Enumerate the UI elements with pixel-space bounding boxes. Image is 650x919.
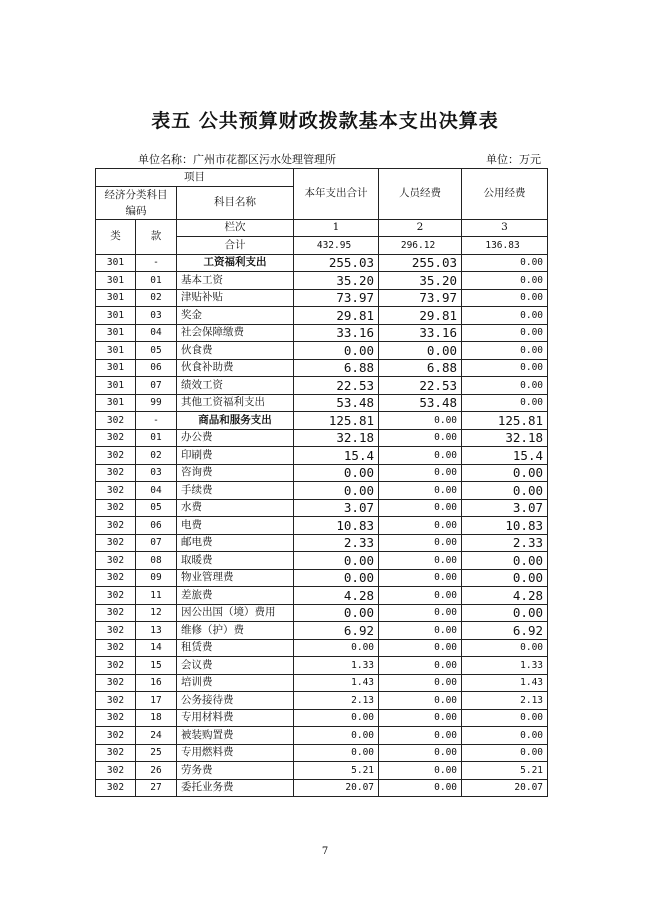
cell-public: 0.00 — [462, 254, 548, 272]
cell-lei: 302 — [96, 464, 136, 482]
cell-personnel: 0.00 — [379, 412, 462, 430]
cell-subject-name: 伙食补助费 — [177, 359, 294, 377]
table-row — [96, 587, 548, 605]
cell-total: 0.00 — [294, 604, 379, 622]
cell-total: 0.00 — [294, 464, 379, 482]
cell-personnel: 0.00 — [379, 552, 462, 570]
cell-public: 0.00 — [462, 569, 548, 587]
cell-total: 5.21 — [294, 762, 379, 780]
header-kuan: 款 — [136, 219, 177, 254]
cell-public: 1.33 — [462, 657, 548, 675]
cell-public: 125.81 — [462, 412, 548, 430]
cell-personnel: 0.00 — [379, 569, 462, 587]
cell-lei: 302 — [96, 412, 136, 430]
table-row — [96, 639, 548, 657]
cell-personnel: 0.00 — [379, 762, 462, 780]
cell-personnel: 73.97 — [379, 289, 462, 307]
cell-kuan: 07 — [136, 377, 177, 395]
cell-personnel: 29.81 — [379, 307, 462, 325]
cell-total: 20.07 — [294, 779, 379, 797]
cell-personnel: 255.03 — [379, 254, 462, 272]
cell-personnel: 0.00 — [379, 482, 462, 500]
cell-lei: 301 — [96, 272, 136, 290]
header-col-personnel: 人员经费 — [379, 169, 462, 220]
cell-public: 0.00 — [462, 464, 548, 482]
cell-kuan: 09 — [136, 569, 177, 587]
cell-kuan: 04 — [136, 324, 177, 342]
table-row — [96, 534, 548, 552]
cell-subject-name: 手续费 — [177, 482, 294, 500]
cell-personnel: 0.00 — [379, 727, 462, 745]
cell-personnel: 0.00 — [379, 429, 462, 447]
cell-personnel: 0.00 — [379, 464, 462, 482]
header-col-total: 本年支出合计 — [294, 169, 379, 220]
cell-kuan: 03 — [136, 464, 177, 482]
cell-public: 0.00 — [462, 289, 548, 307]
cell-public: 3.07 — [462, 499, 548, 517]
cell-subject-name: 水费 — [177, 499, 294, 517]
header-n2: 2 — [379, 219, 462, 237]
cell-total: 22.53 — [294, 377, 379, 395]
cell-total: 3.07 — [294, 499, 379, 517]
cell-public: 15.4 — [462, 447, 548, 465]
cell-subject-name: 咨询费 — [177, 464, 294, 482]
cell-total: 29.81 — [294, 307, 379, 325]
cell-subject-name: 培训费 — [177, 674, 294, 692]
cell-personnel: 35.20 — [379, 272, 462, 290]
table-row — [96, 307, 548, 325]
cell-kuan: 05 — [136, 499, 177, 517]
cell-lei: 302 — [96, 709, 136, 727]
cell-subject-name: 印刷费 — [177, 447, 294, 465]
cell-lei: 302 — [96, 499, 136, 517]
cell-kuan: - — [136, 412, 177, 430]
cell-subject-name: 物业管理费 — [177, 569, 294, 587]
cell-lei: 302 — [96, 674, 136, 692]
cell-lei: 301 — [96, 324, 136, 342]
cell-subject-name: 津贴补贴 — [177, 289, 294, 307]
cell-personnel: 6.88 — [379, 359, 462, 377]
table-row — [96, 727, 548, 745]
cell-kuan: 11 — [136, 587, 177, 605]
table-row — [96, 604, 548, 622]
cell-subject-name: 绩效工资 — [177, 377, 294, 395]
cell-subject-name: 电费 — [177, 517, 294, 535]
cell-lei: 301 — [96, 359, 136, 377]
cell-total: 6.92 — [294, 622, 379, 640]
cell-public: 10.83 — [462, 517, 548, 535]
cell-total: 53.48 — [294, 394, 379, 412]
cell-personnel: 0.00 — [379, 447, 462, 465]
table-row — [96, 674, 548, 692]
cell-lei: 302 — [96, 447, 136, 465]
table-row — [96, 552, 548, 570]
table-row — [96, 394, 548, 412]
cell-kuan: 01 — [136, 272, 177, 290]
cell-subject-name: 商品和服务支出 — [177, 412, 294, 430]
cell-public: 6.92 — [462, 622, 548, 640]
cell-total: 15.4 — [294, 447, 379, 465]
cell-lei: 301 — [96, 307, 136, 325]
header-heji: 合计 — [177, 237, 294, 255]
cell-lei: 302 — [96, 727, 136, 745]
cell-public: 0.00 — [462, 744, 548, 762]
cell-subject-name: 公务接待费 — [177, 692, 294, 710]
page-number: 7 — [321, 846, 329, 857]
cell-personnel: 22.53 — [379, 377, 462, 395]
header-lanci: 栏次 — [177, 219, 294, 237]
heji-total: 432.95 — [294, 237, 379, 255]
cell-personnel: 0.00 — [379, 674, 462, 692]
header-n3: 3 — [462, 219, 548, 237]
cell-kuan: 01 — [136, 429, 177, 447]
cell-kuan: 06 — [136, 517, 177, 535]
table-row — [96, 412, 548, 430]
cell-lei: 302 — [96, 744, 136, 762]
cell-personnel: 0.00 — [379, 744, 462, 762]
cell-kuan: 99 — [136, 394, 177, 412]
cell-kuan: 17 — [136, 692, 177, 710]
cell-total: 32.18 — [294, 429, 379, 447]
cell-subject-name: 劳务费 — [177, 762, 294, 780]
cell-total: 0.00 — [294, 744, 379, 762]
table-row — [96, 499, 548, 517]
cell-total: 1.43 — [294, 674, 379, 692]
cell-subject-name: 社会保障缴费 — [177, 324, 294, 342]
cell-public: 0.00 — [462, 552, 548, 570]
cell-personnel: 0.00 — [379, 342, 462, 360]
cell-personnel: 0.00 — [379, 709, 462, 727]
cell-personnel: 0.00 — [379, 604, 462, 622]
cell-kuan: 12 — [136, 604, 177, 622]
cell-lei: 302 — [96, 639, 136, 657]
cell-lei: 302 — [96, 534, 136, 552]
cell-kuan: 18 — [136, 709, 177, 727]
cell-personnel: 0.00 — [379, 657, 462, 675]
cell-total: 0.00 — [294, 639, 379, 657]
table-row — [96, 289, 548, 307]
cell-kuan: 13 — [136, 622, 177, 640]
cell-public: 0.00 — [462, 342, 548, 360]
cell-subject-name: 维修（护）费 — [177, 622, 294, 640]
cell-lei: 302 — [96, 657, 136, 675]
cell-total: 2.13 — [294, 692, 379, 710]
cell-subject-name: 取暖费 — [177, 552, 294, 570]
cell-public: 20.07 — [462, 779, 548, 797]
table-row — [96, 464, 548, 482]
cell-total: 0.00 — [294, 482, 379, 500]
cell-lei: 301 — [96, 289, 136, 307]
cell-lei: 301 — [96, 394, 136, 412]
cell-total: 0.00 — [294, 709, 379, 727]
cell-kuan: 14 — [136, 639, 177, 657]
cell-personnel: 0.00 — [379, 517, 462, 535]
table-row — [96, 517, 548, 535]
header-econ-code: 经济分类科目编码 — [96, 186, 177, 219]
table-row — [96, 779, 548, 797]
cell-subject-name: 会议费 — [177, 657, 294, 675]
cell-kuan: 26 — [136, 762, 177, 780]
cell-total: 33.16 — [294, 324, 379, 342]
cell-personnel: 0.00 — [379, 499, 462, 517]
unit-name: 单位名称：广州市花都区污水处理管理所 — [138, 153, 336, 166]
table-row — [96, 254, 548, 272]
cell-kuan: 02 — [136, 289, 177, 307]
cell-public: 0.00 — [462, 709, 548, 727]
table-row — [96, 622, 548, 640]
cell-kuan: 27 — [136, 779, 177, 797]
cell-subject-name: 工资福利支出 — [177, 254, 294, 272]
table-row — [96, 657, 548, 675]
cell-total: 10.83 — [294, 517, 379, 535]
header-row-lanci — [96, 219, 548, 237]
cell-kuan: - — [136, 254, 177, 272]
cell-kuan: 03 — [136, 307, 177, 325]
cell-personnel: 0.00 — [379, 639, 462, 657]
cell-lei: 302 — [96, 779, 136, 797]
cell-lei: 302 — [96, 517, 136, 535]
cell-public: 0.00 — [462, 604, 548, 622]
header-n1: 1 — [294, 219, 379, 237]
cell-public: 0.00 — [462, 727, 548, 745]
cell-public: 32.18 — [462, 429, 548, 447]
cell-total: 6.88 — [294, 359, 379, 377]
cell-kuan: 04 — [136, 482, 177, 500]
cell-personnel: 53.48 — [379, 394, 462, 412]
cell-lei: 302 — [96, 604, 136, 622]
table-row — [96, 762, 548, 780]
cell-total: 35.20 — [294, 272, 379, 290]
cell-subject-name: 其他工资福利支出 — [177, 394, 294, 412]
cell-kuan: 02 — [136, 447, 177, 465]
cell-total: 4.28 — [294, 587, 379, 605]
cell-kuan: 06 — [136, 359, 177, 377]
table-row — [96, 482, 548, 500]
cell-personnel: 0.00 — [379, 692, 462, 710]
cell-public: 1.43 — [462, 674, 548, 692]
cell-lei: 302 — [96, 692, 136, 710]
header-col-public: 公用经费 — [462, 169, 548, 220]
table-row — [96, 377, 548, 395]
header-row-item — [96, 169, 548, 187]
table-row — [96, 324, 548, 342]
cell-subject-name: 委托业务费 — [177, 779, 294, 797]
cell-lei: 302 — [96, 622, 136, 640]
cell-total: 125.81 — [294, 412, 379, 430]
cell-total: 255.03 — [294, 254, 379, 272]
table-row — [96, 342, 548, 360]
cell-subject-name: 伙食费 — [177, 342, 294, 360]
cell-total: 0.00 — [294, 342, 379, 360]
cell-kuan: 05 — [136, 342, 177, 360]
table-row — [96, 447, 548, 465]
cell-public: 5.21 — [462, 762, 548, 780]
table-row — [96, 744, 548, 762]
cell-lei: 301 — [96, 254, 136, 272]
cell-lei: 302 — [96, 762, 136, 780]
cell-subject-name: 基本工资 — [177, 272, 294, 290]
cell-public: 0.00 — [462, 639, 548, 657]
cell-personnel: 33.16 — [379, 324, 462, 342]
unit-label: 单位：万元 — [486, 153, 541, 166]
cell-subject-name: 租赁费 — [177, 639, 294, 657]
cell-personnel: 0.00 — [379, 587, 462, 605]
cell-total: 0.00 — [294, 727, 379, 745]
header-subject-name: 科目名称 — [177, 186, 294, 219]
cell-personnel: 0.00 — [379, 622, 462, 640]
cell-lei: 302 — [96, 552, 136, 570]
cell-public: 0.00 — [462, 359, 548, 377]
cell-kuan: 16 — [136, 674, 177, 692]
cell-lei: 302 — [96, 569, 136, 587]
cell-total: 0.00 — [294, 552, 379, 570]
cell-kuan: 24 — [136, 727, 177, 745]
cell-public: 0.00 — [462, 307, 548, 325]
cell-lei: 302 — [96, 429, 136, 447]
cell-kuan: 15 — [136, 657, 177, 675]
cell-public: 4.28 — [462, 587, 548, 605]
cell-subject-name: 专用燃料费 — [177, 744, 294, 762]
cell-subject-name: 被装购置费 — [177, 727, 294, 745]
cell-personnel: 0.00 — [379, 534, 462, 552]
cell-total: 1.33 — [294, 657, 379, 675]
cell-public: 0.00 — [462, 377, 548, 395]
cell-public: 0.00 — [462, 272, 548, 290]
heji-personnel: 296.12 — [379, 237, 462, 255]
cell-public: 0.00 — [462, 482, 548, 500]
cell-public: 2.33 — [462, 534, 548, 552]
cell-public: 2.13 — [462, 692, 548, 710]
cell-total: 73.97 — [294, 289, 379, 307]
cell-public: 0.00 — [462, 394, 548, 412]
page-title: 表五 公共预算财政拨款基本支出决算表 — [151, 110, 499, 132]
table-row — [96, 272, 548, 290]
cell-kuan: 25 — [136, 744, 177, 762]
cell-lei: 302 — [96, 587, 136, 605]
cell-kuan: 07 — [136, 534, 177, 552]
cell-subject-name: 邮电费 — [177, 534, 294, 552]
cell-subject-name: 专用材料费 — [177, 709, 294, 727]
cell-kuan: 08 — [136, 552, 177, 570]
cell-lei: 302 — [96, 482, 136, 500]
table-row — [96, 709, 548, 727]
cell-total: 2.33 — [294, 534, 379, 552]
cell-lei: 301 — [96, 342, 136, 360]
cell-subject-name: 奖金 — [177, 307, 294, 325]
cell-lei: 301 — [96, 377, 136, 395]
table-row — [96, 692, 548, 710]
cell-subject-name: 因公出国（境）费用 — [177, 604, 294, 622]
table-row — [96, 429, 548, 447]
heji-public: 136.83 — [462, 237, 548, 255]
expenditure-table — [95, 168, 548, 797]
table-row — [96, 569, 548, 587]
cell-subject-name: 办公费 — [177, 429, 294, 447]
cell-total: 0.00 — [294, 569, 379, 587]
cell-public: 0.00 — [462, 324, 548, 342]
cell-personnel: 0.00 — [379, 779, 462, 797]
header-item: 项目 — [96, 169, 294, 187]
cell-subject-name: 差旅费 — [177, 587, 294, 605]
header-lei: 类 — [96, 219, 136, 254]
table-row — [96, 359, 548, 377]
